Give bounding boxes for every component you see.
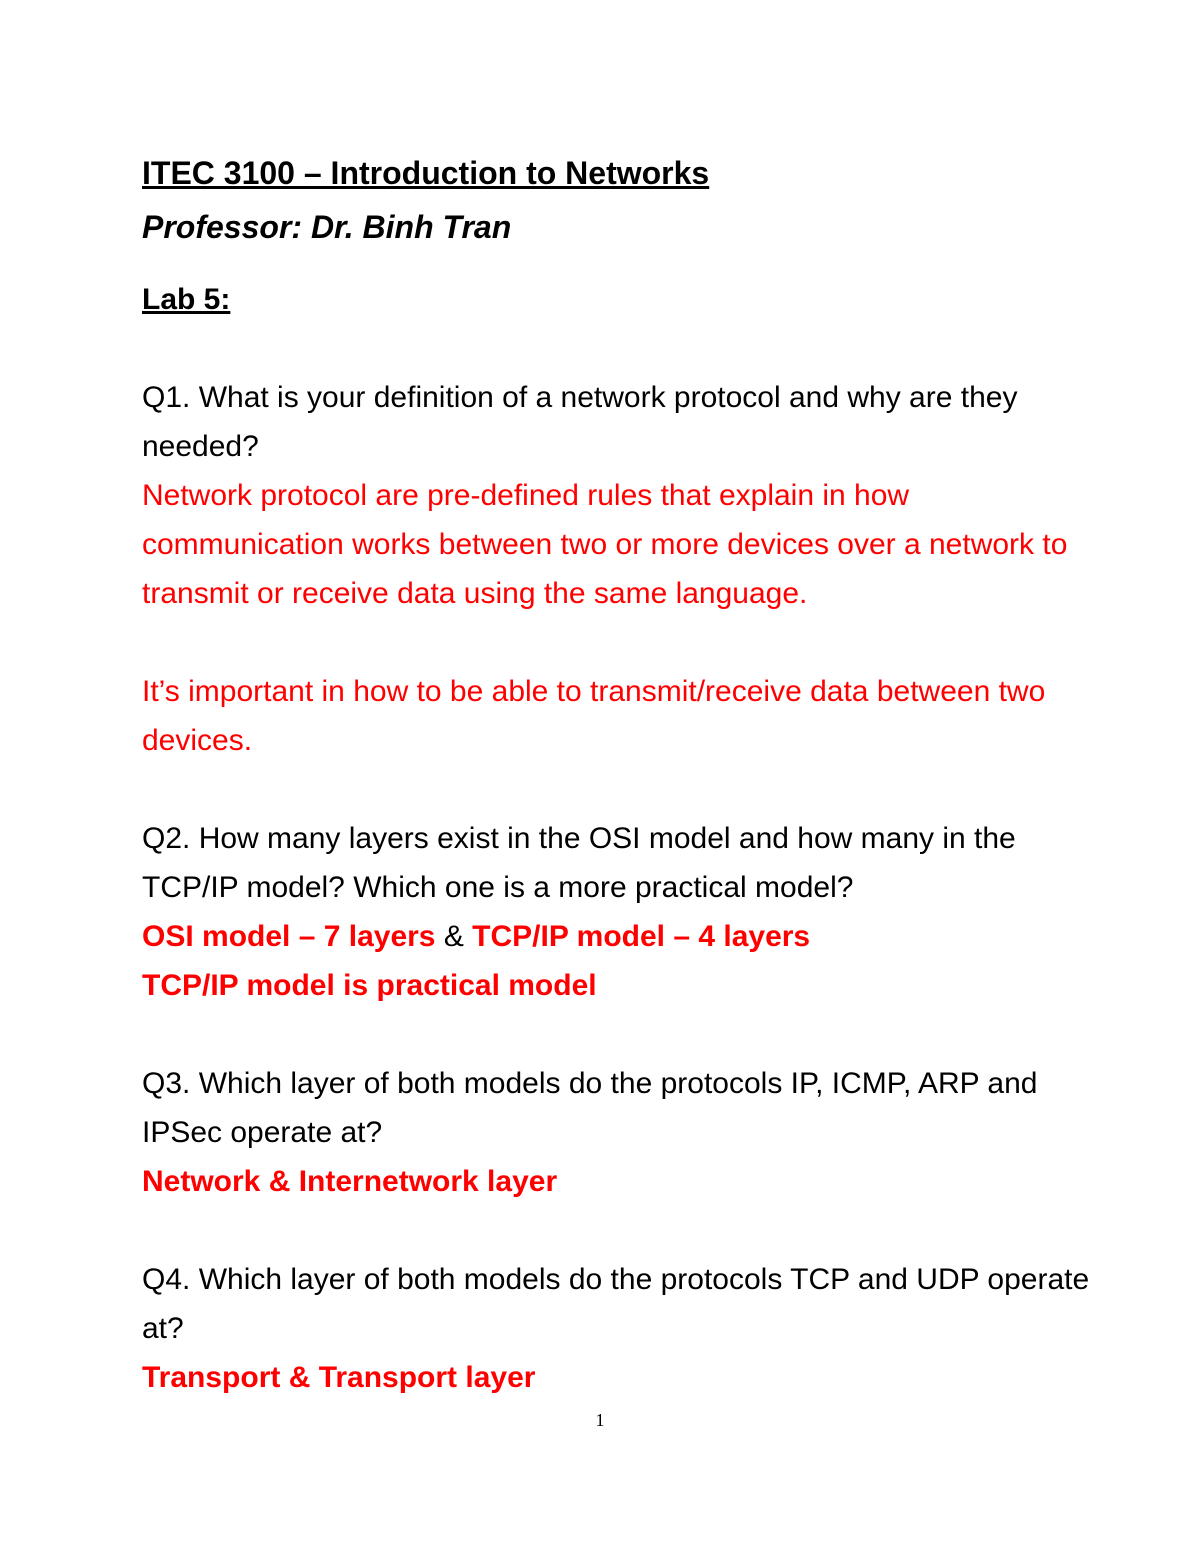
q4-question: Q4. Which layer of both models do the protocols TCP and UDP operate at?	[142, 1263, 1090, 1345]
spacer	[142, 618, 1102, 667]
q2-answer-practical: TCP/IP model is practical model	[142, 969, 597, 1002]
spacer	[142, 1206, 1102, 1255]
spacer	[142, 1010, 1102, 1059]
spacer	[142, 765, 1102, 814]
q1-answer-importance: It’s important in how to be able to transmit/receive data between two devices.	[142, 675, 1046, 757]
q2-answer-layers	[142, 912, 1102, 961]
q3-question: Q3. Which layer of both models do the protocols IP, ICMP, ARP and IPSec operate at?	[142, 1067, 1038, 1149]
q1-answer-definition: Network protocol are pre-defined rules that explain in how communication works between two or more devices over a network to transmit or receive data using the same language.	[142, 479, 1068, 610]
spacer	[142, 324, 1102, 373]
q4-answer: Transport & Transport layer	[142, 1361, 536, 1394]
document-page	[142, 146, 1102, 1402]
q2-question: Q2. How many layers exist in the OSI model and how many in the TCP/IP model? Which one is a more practical model?	[142, 822, 1016, 904]
page-number: 1	[595, 1410, 605, 1430]
course-title: ITEC 3100 – Introduction to Networks	[142, 155, 710, 191]
q3-answer: Network & Internetwork layer	[142, 1165, 558, 1198]
q2-answer-ampersand: &	[435, 920, 473, 953]
lab-heading: Lab 5:	[142, 283, 231, 316]
q2-answer-tcpip: TCP/IP model – 4 layers	[472, 920, 811, 953]
q2-answer-osi: OSI model – 7 layers	[142, 920, 436, 953]
professor-line: Professor: Dr. Binh Tran	[142, 209, 512, 245]
q1-question: Q1. What is your definition of a network protocol and why are they needed?	[142, 381, 1018, 463]
